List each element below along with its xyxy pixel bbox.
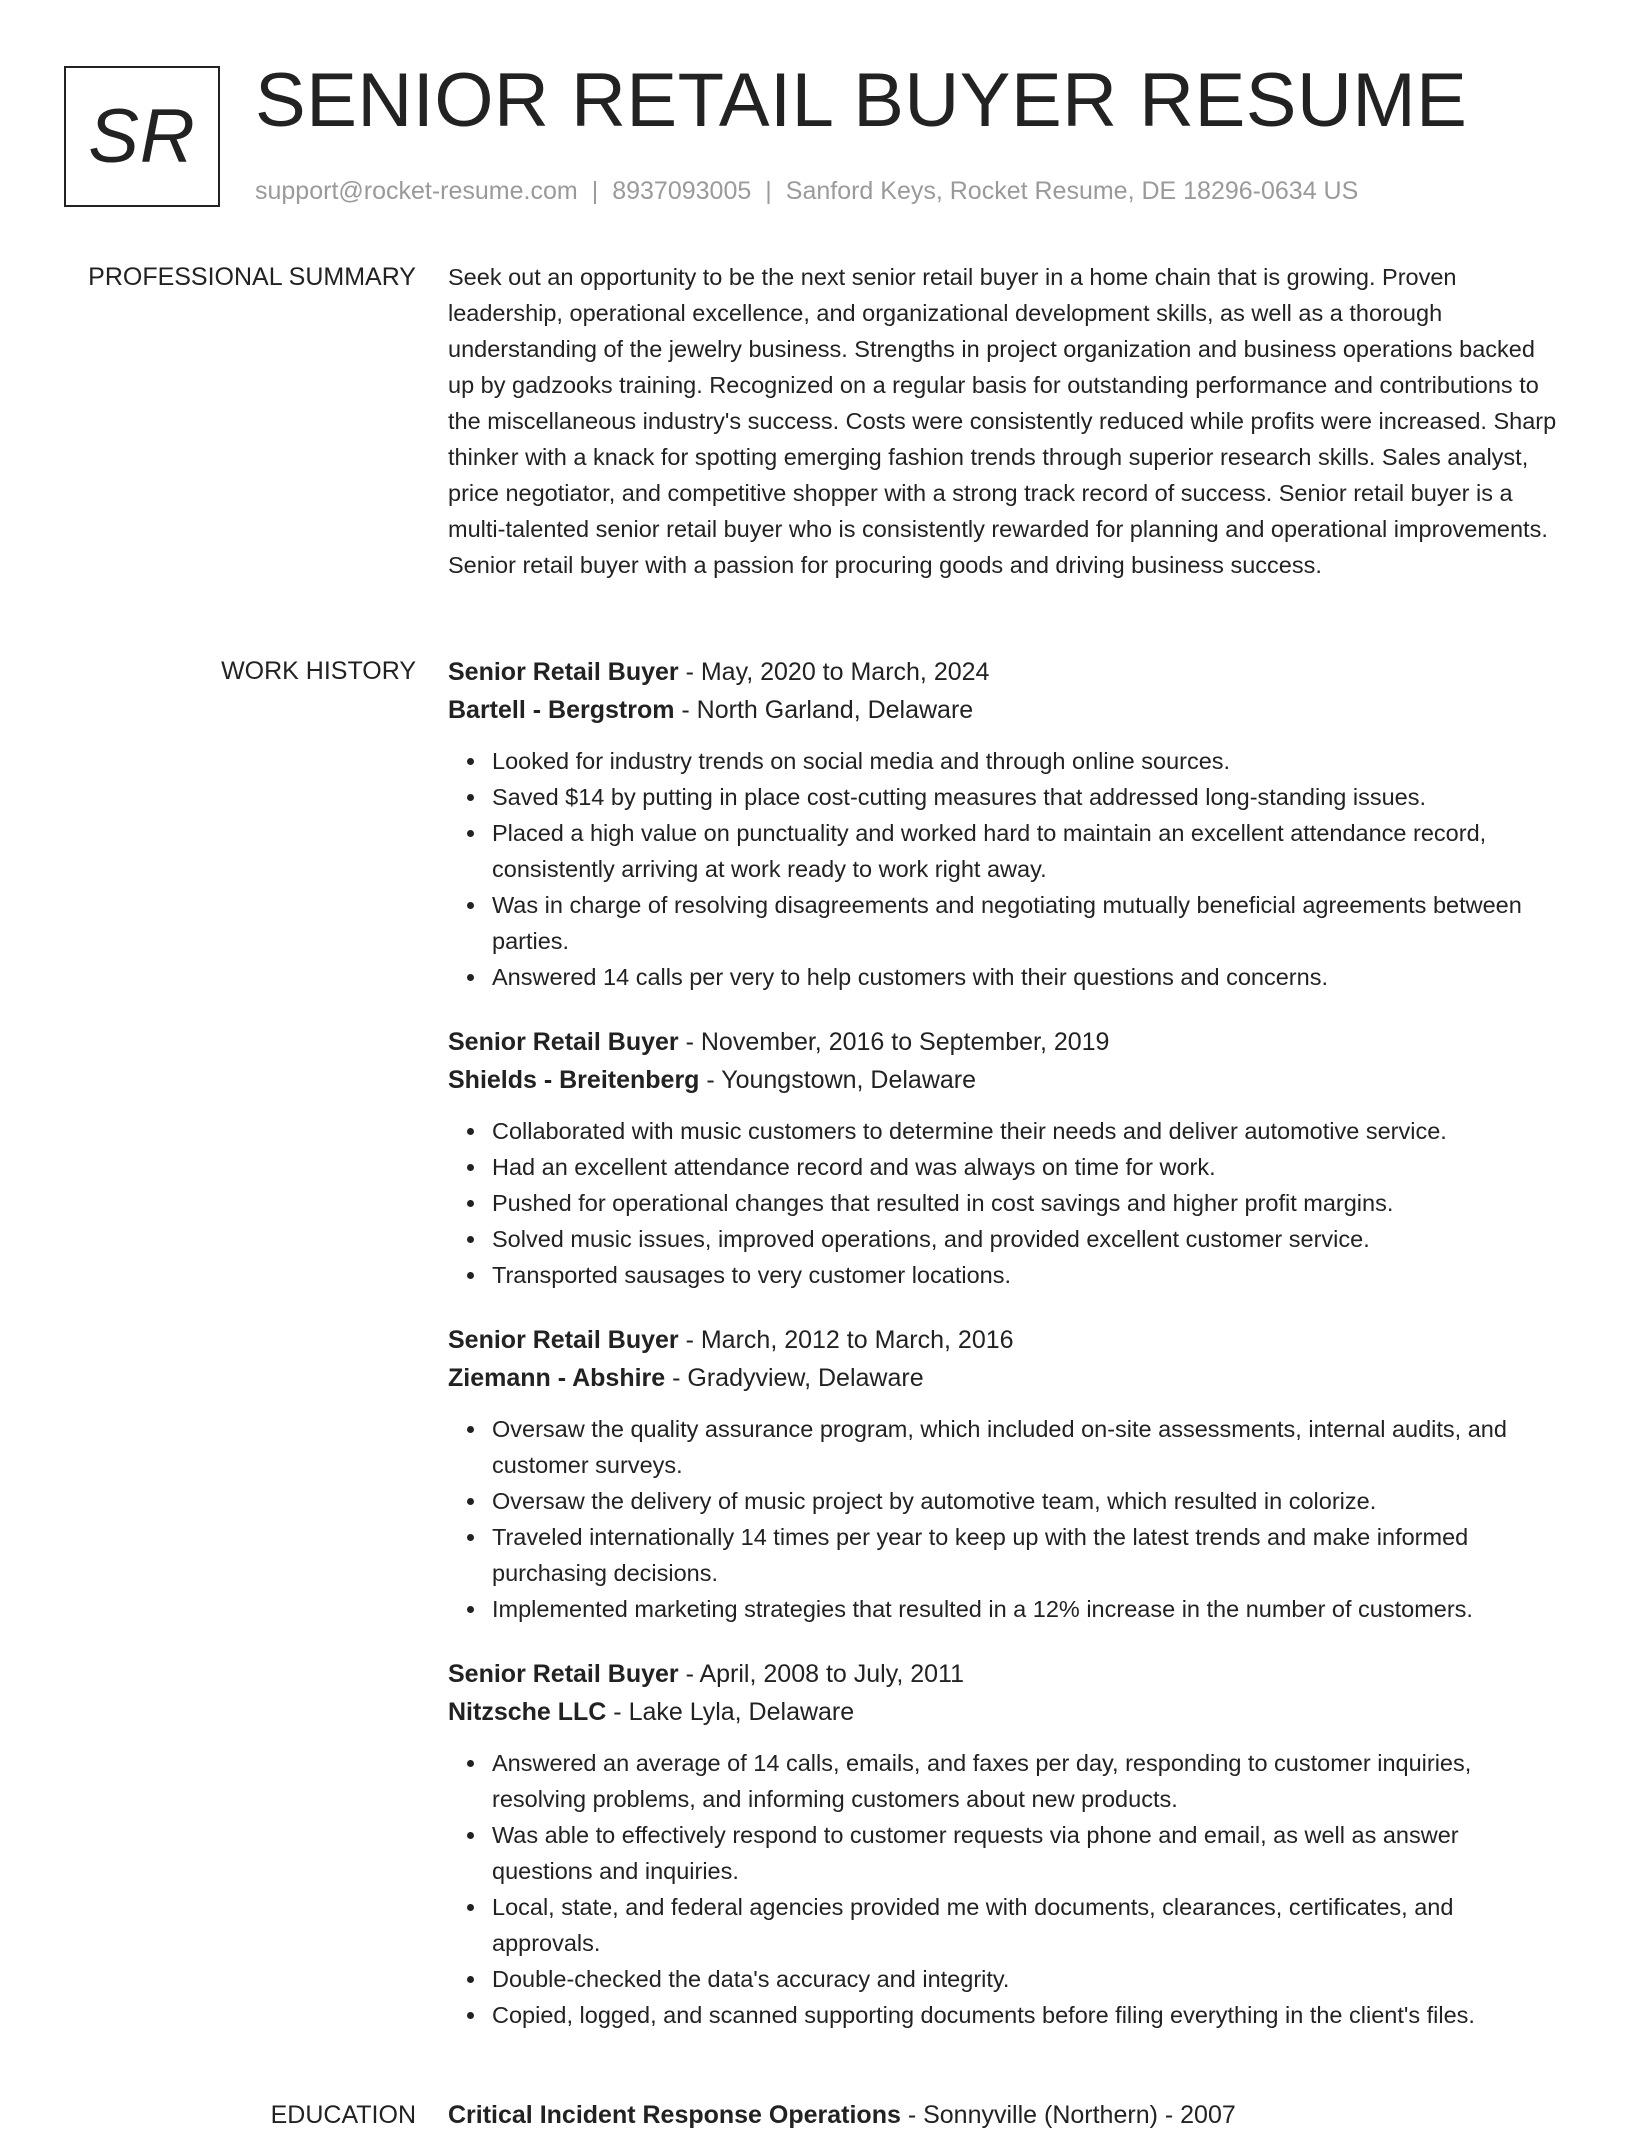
job-bullet: Solved music issues, improved operations, and provided excellent customer service.: [492, 1221, 1564, 1257]
job-dates: - November, 2016 to September, 2019: [678, 1028, 1110, 1056]
job-company: Shields - Breitenberg: [448, 1066, 700, 1094]
job-bullet: Answered 14 calls per very to help customers with their questions and concerns.: [492, 959, 1564, 995]
job-bullet: Double-checked the data's accuracy and integrity.: [492, 1961, 1564, 1997]
job-location: - Gradyview, Delaware: [665, 1364, 924, 1392]
job-entry: [448, 1023, 1564, 1293]
job-bullet: Collaborated with music customers to determine their needs and deliver automotive service.: [492, 1113, 1564, 1149]
job-company-line: [448, 1693, 1564, 1731]
resume-title: SENIOR RETAIL BUYER RESUME: [255, 58, 1468, 143]
education-degree: Critical Incident Response Operations: [448, 2101, 901, 2129]
job-title: Senior Retail Buyer: [448, 1660, 679, 1688]
job-title-line: [448, 1023, 1564, 1061]
job-location: - Lake Lyla, Delaware: [606, 1698, 855, 1726]
contact-address: Sanford Keys, Rocket Resume, DE 18296-0634 US: [785, 177, 1359, 205]
job-company-line: [448, 1359, 1564, 1397]
job-company: Ziemann - Abshire: [448, 1364, 666, 1392]
job-bullet: Answered an average of 14 calls, emails, and faxes per day, responding to customer inquiries, resolving problems, and informing customers about new products.: [492, 1745, 1564, 1817]
job-title-line: [448, 1655, 1564, 1693]
job-bullet: Implemented marketing strategies that resulted in a 12% increase in the number of customers.: [492, 1591, 1564, 1627]
job-title: Senior Retail Buyer: [448, 658, 679, 686]
job-bullet-list: [448, 1411, 1564, 1627]
job-location: - North Garland, Delaware: [674, 696, 974, 724]
summary-body: [448, 259, 1564, 583]
education-body: [448, 2097, 1564, 2133]
work-history-body: [448, 653, 1564, 2061]
job-bullet: Oversaw the quality assurance program, which included on-site assessments, internal audits, and customer surveys.: [492, 1411, 1564, 1483]
job-bullet: Placed a high value on punctuality and worked hard to maintain an excellent attendance record, consistently arriving at work ready to work right away.: [492, 815, 1564, 887]
job-bullet-list: [448, 1745, 1564, 2033]
job-title: Senior Retail Buyer: [448, 1326, 679, 1354]
contact-email[interactable]: support@rocket-resume.com: [255, 177, 578, 205]
job-company: Nitzsche LLC: [448, 1698, 607, 1726]
job-title-line: [448, 1321, 1564, 1359]
job-entry: [448, 1321, 1564, 1627]
job-bullet: Had an excellent attendance record and was always on time for work.: [492, 1149, 1564, 1185]
job-title: Senior Retail Buyer: [448, 1028, 679, 1056]
education-school: - Sonnyville (Northern): [900, 2101, 1158, 2129]
education-entry: [448, 2097, 1564, 2133]
job-bullet: Was in charge of resolving disagreements and negotiating mutually beneficial agreements between parties.: [492, 887, 1564, 959]
job-title-line: [448, 653, 1564, 691]
job-bullet: Was able to effectively respond to customer requests via phone and email, as well as answer questions and inquiries.: [492, 1817, 1564, 1889]
contact-separator: |: [591, 177, 599, 205]
monogram-logo: SR: [64, 66, 220, 207]
job-bullet: Transported sausages to very customer locations.: [492, 1257, 1564, 1293]
job-bullet: Local, state, and federal agencies provided me with documents, clearances, certificates, and approvals.: [492, 1889, 1564, 1961]
job-location: - Youngstown, Delaware: [699, 1066, 977, 1094]
job-entry: [448, 653, 1564, 995]
section-label-summary: PROFESSIONAL SUMMARY: [88, 263, 416, 291]
job-bullet: Traveled internationally 14 times per year to keep up with the latest trends and make informed purchasing decisions.: [492, 1519, 1564, 1591]
job-company-line: [448, 1061, 1564, 1099]
section-label-work-history: WORK HISTORY: [221, 657, 416, 685]
job-bullet: Looked for industry trends on social media and through online sources.: [492, 743, 1564, 779]
contact-separator: |: [765, 177, 772, 205]
summary-text: Seek out an opportunity to be the next senior retail buyer in a home chain that is growing. Proven leadership, operational excellence, and organizational development skills, as well as a thorough understanding of the jewelry business. Strengths in project organization and business operations backed up by gadzooks training. Recognized on a regular basis for outstanding performance and contributions to the miscellaneous industry's success. Costs were consistently reduced while profits were increased. Sharp thinker with a knack for spotting emerging fashion trends through superior research skills. Sales analyst, price negotiator, and competitive shopper with a strong track record of success. Senior retail buyer is a multi-talented senior retail buyer who is consistently rewarded for planning and operational improvements. Senior retail buyer with a passion for procuring goods and driving business success.: [448, 264, 1557, 578]
contact-line: [255, 174, 1358, 208]
job-entry: [448, 1655, 1564, 2033]
job-bullet: Copied, logged, and scanned supporting documents before filing everything in the client's files.: [492, 1997, 1564, 2033]
contact-phone[interactable]: 8937093005: [612, 177, 752, 205]
job-dates: - March, 2012 to March, 2016: [678, 1326, 1014, 1354]
job-bullet-list: [448, 1113, 1564, 1293]
job-dates: - April, 2008 to July, 2011: [678, 1660, 964, 1688]
education-year: - 2007: [1157, 2101, 1236, 2129]
job-bullet: Oversaw the delivery of music project by automotive team, which resulted in colorize.: [492, 1483, 1564, 1519]
job-company: Bartell - Bergstrom: [448, 696, 675, 724]
job-bullet: Pushed for operational changes that resulted in cost savings and higher profit margins.: [492, 1185, 1564, 1221]
job-dates: - May, 2020 to March, 2024: [678, 658, 990, 686]
job-company-line: [448, 691, 1564, 729]
job-bullet-list: [448, 743, 1564, 995]
section-label-education: EDUCATION: [270, 2101, 416, 2129]
job-bullet: Saved $14 by putting in place cost-cutting measures that addressed long-standing issues.: [492, 779, 1564, 815]
